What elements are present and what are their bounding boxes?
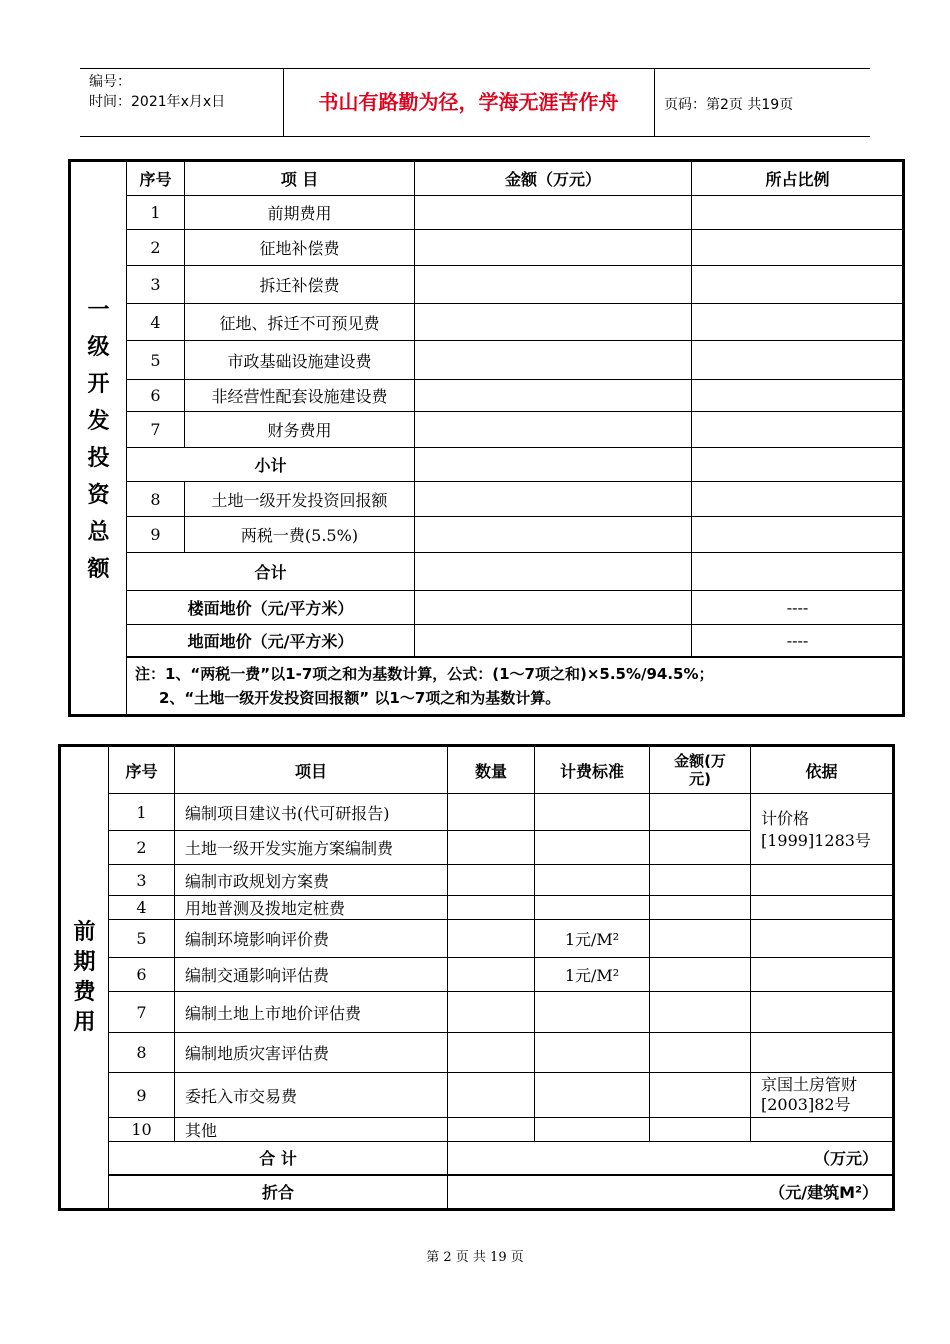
amount-cell <box>415 266 692 304</box>
amount-cell <box>415 517 692 553</box>
col-header-ratio: 所占比例 <box>692 161 904 196</box>
preliminary-side-label: 前 期 费 用 <box>60 746 109 1210</box>
table-row <box>70 517 904 553</box>
table-row <box>60 896 894 920</box>
page-footer: 第 2 页 共 19 页 <box>426 1250 524 1265</box>
amount-cell <box>650 831 751 865</box>
amount-cell <box>415 304 692 341</box>
floor-price-label: 楼面地价（元/平方米） <box>127 591 415 625</box>
converted-unit: （元/建筑M²） <box>448 1175 894 1210</box>
std-cell <box>535 1033 650 1073</box>
col-header-item: 项 目 <box>185 161 415 196</box>
qty-cell <box>448 992 535 1033</box>
total-label: 合 计 <box>109 1142 448 1175</box>
row-item: 编制项目建议书(代可研报告) <box>175 794 448 831</box>
basis-cell: 京国土房管财[2003]82号 <box>751 1073 894 1118</box>
basis-cell <box>751 896 894 920</box>
basis-cell <box>751 958 894 992</box>
qty-cell <box>448 865 535 896</box>
table-row <box>70 412 904 448</box>
amount-cell <box>650 1033 751 1073</box>
amount-cell <box>650 920 751 958</box>
qty-cell <box>448 1118 535 1142</box>
std-cell <box>535 1073 650 1118</box>
std-cell <box>535 831 650 865</box>
qty-cell <box>448 896 535 920</box>
total-unit: （万元） <box>448 1142 894 1175</box>
table-row <box>70 266 904 304</box>
amount-cell <box>650 865 751 896</box>
table-row <box>60 1118 894 1142</box>
table-row <box>70 196 904 230</box>
amount-cell <box>415 625 692 657</box>
qty-cell <box>448 1033 535 1073</box>
std-cell <box>535 865 650 896</box>
amount-cell <box>650 794 751 831</box>
std-cell <box>535 992 650 1033</box>
header-bottom-rule <box>80 136 870 137</box>
row-item: 编制市政规划方案费 <box>175 865 448 896</box>
amount-cell <box>415 380 692 412</box>
row-no: 4 <box>127 304 185 341</box>
row-item: 征地补偿费 <box>185 230 415 266</box>
converted-row <box>60 1175 894 1210</box>
col-header-amount: 金额(万元) <box>650 746 751 794</box>
amount-cell <box>650 1073 751 1118</box>
std-cell <box>535 896 650 920</box>
row-no: 3 <box>127 266 185 304</box>
row-item: 财务费用 <box>185 412 415 448</box>
row-no: 7 <box>127 412 185 448</box>
col-header-item: 项目 <box>175 746 448 794</box>
row-item: 非经营性配套设施建设费 <box>185 380 415 412</box>
row-item: 编制土地上市地价评估费 <box>175 992 448 1033</box>
row-no: 8 <box>127 482 185 517</box>
row-item: 编制地质灾害评估费 <box>175 1033 448 1073</box>
basis-cell <box>751 992 894 1033</box>
std-cell: 1元/M² <box>535 920 650 958</box>
investment-side-label: 一 级 开 发 投 资 总 额 <box>70 161 127 716</box>
row-no: 8 <box>109 1033 175 1073</box>
row-no: 4 <box>109 896 175 920</box>
amount-cell <box>415 448 692 482</box>
doc-number-label: 编号： <box>89 74 131 90</box>
table-row <box>60 1033 894 1073</box>
basis-cell <box>751 1033 894 1073</box>
amount-cell <box>650 958 751 992</box>
amount-cell <box>650 896 751 920</box>
row-item: 编制环境影响评价费 <box>175 920 448 958</box>
row-item: 拆迁补偿费 <box>185 266 415 304</box>
row-no: 9 <box>109 1073 175 1118</box>
table-row <box>60 1073 894 1118</box>
total-row <box>70 553 904 591</box>
header-divider <box>654 68 655 136</box>
ratio-cell <box>692 304 904 341</box>
row-no: 2 <box>127 230 185 266</box>
row-item: 征地、拆迁不可预见费 <box>185 304 415 341</box>
row-no: 5 <box>109 920 175 958</box>
ratio-cell <box>692 230 904 266</box>
col-header-basis: 依据 <box>751 746 894 794</box>
qty-cell <box>448 794 535 831</box>
table-note <box>127 657 904 716</box>
amount-cell <box>650 992 751 1033</box>
qty-cell <box>448 958 535 992</box>
ratio-cell <box>692 266 904 304</box>
std-cell <box>535 794 650 831</box>
investment-summary-table <box>68 159 905 717</box>
col-header-no: 序号 <box>127 161 185 196</box>
amount-cell <box>415 412 692 448</box>
subtotal-label: 小计 <box>127 448 415 482</box>
ratio-cell <box>692 517 904 553</box>
note-line-2: 2、“土地一级开发投资回报额” 以1～7项之和为基数计算。 <box>159 688 561 707</box>
row-no: 1 <box>109 794 175 831</box>
note-row <box>70 657 904 716</box>
row-no: 10 <box>109 1118 175 1142</box>
table-row <box>70 341 904 380</box>
subtotal-row <box>70 448 904 482</box>
std-cell: 1元/M² <box>535 958 650 992</box>
basis-cell <box>751 920 894 958</box>
header-motto: 书山有路勤为径，学海无涯苦作舟 <box>318 90 619 114</box>
row-no: 9 <box>127 517 185 553</box>
preliminary-costs-table <box>58 744 895 1211</box>
row-item: 土地一级开发实施方案编制费 <box>175 831 448 865</box>
land-price-label: 地面地价（元/平方米） <box>127 625 415 657</box>
note-line-1: 注：1、“两税一费”以1-7项之和为基数计算，公式：(1～7项之和)×5.5%/94.5%； <box>135 664 714 683</box>
row-item: 用地普测及拨地定桩费 <box>175 896 448 920</box>
table-row <box>60 794 894 831</box>
row-item: 两税一费(5.5%) <box>185 517 415 553</box>
table-row <box>70 482 904 517</box>
basis-cell <box>751 1118 894 1142</box>
table-row <box>60 920 894 958</box>
row-no: 2 <box>109 831 175 865</box>
std-cell <box>535 1118 650 1142</box>
table-row <box>60 958 894 992</box>
amount-cell <box>650 1118 751 1142</box>
amount-cell <box>415 196 692 230</box>
row-no: 1 <box>127 196 185 230</box>
ratio-dash: ---- <box>692 625 904 657</box>
ratio-dash: ---- <box>692 591 904 625</box>
col-header-qty: 数量 <box>448 746 535 794</box>
col-header-no: 序号 <box>109 746 175 794</box>
land-price-row <box>70 625 904 657</box>
ratio-cell <box>692 341 904 380</box>
row-item: 前期费用 <box>185 196 415 230</box>
page-number-label: 页码：第2页 共19页 <box>664 97 794 113</box>
ratio-cell <box>692 380 904 412</box>
amount-cell <box>415 230 692 266</box>
row-no: 5 <box>127 341 185 380</box>
row-no: 3 <box>109 865 175 896</box>
ratio-cell <box>692 196 904 230</box>
doc-time-label: 时间：2021年x月x日 <box>89 94 226 110</box>
qty-cell <box>448 920 535 958</box>
ratio-cell <box>692 482 904 517</box>
basis-cell: 计价格[1999]1283号 <box>751 794 894 865</box>
table-row <box>60 992 894 1033</box>
row-item: 其他 <box>175 1118 448 1142</box>
basis-cell <box>751 865 894 896</box>
col-header-std: 计费标准 <box>535 746 650 794</box>
row-item: 委托入市交易费 <box>175 1073 448 1118</box>
converted-label: 折合 <box>109 1175 448 1210</box>
ratio-cell <box>692 448 904 482</box>
total-row <box>60 1142 894 1175</box>
col-header-amount: 金额（万元） <box>415 161 692 196</box>
ratio-cell <box>692 553 904 591</box>
amount-cell <box>415 553 692 591</box>
table-row <box>70 380 904 412</box>
row-item: 土地一级开发投资回报额 <box>185 482 415 517</box>
row-no: 6 <box>127 380 185 412</box>
row-item: 市政基础设施建设费 <box>185 341 415 380</box>
qty-cell <box>448 831 535 865</box>
table-row <box>70 304 904 341</box>
amount-cell <box>415 591 692 625</box>
amount-cell <box>415 341 692 380</box>
total-label: 合计 <box>127 553 415 591</box>
qty-cell <box>448 1073 535 1118</box>
row-item: 编制交通影响评估费 <box>175 958 448 992</box>
ratio-cell <box>692 412 904 448</box>
table-row <box>60 865 894 896</box>
row-no: 6 <box>109 958 175 992</box>
table-row <box>70 230 904 266</box>
row-no: 7 <box>109 992 175 1033</box>
amount-cell <box>415 482 692 517</box>
floor-price-row <box>70 591 904 625</box>
